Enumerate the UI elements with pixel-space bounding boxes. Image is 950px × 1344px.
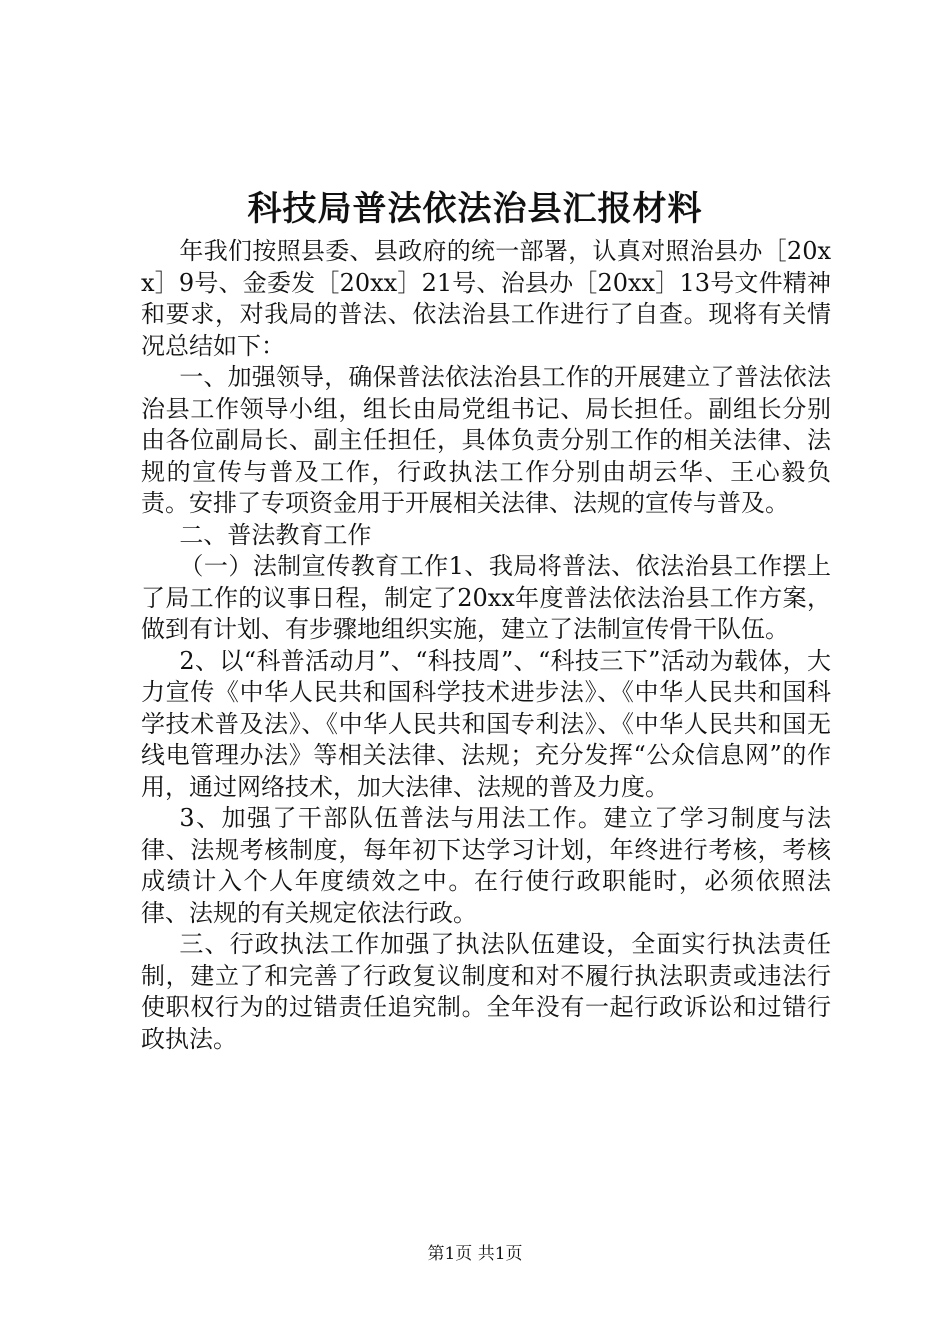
page-footer: 第1页 共1页 (427, 1244, 523, 1264)
paragraph-leadership: 一、加强领导，确保普法依法治县工作的开展建立了普法依法治县工作领导小组，组长由局党组书记、局长担任。副组长分别由各位副局长、副主任担任，具体负责分别工作的相关法律、法规的宣传与普及工作，行政执法工作分别由胡云华、王心毅负责。安排了专项资金用于开展相关法律、法规的宣传与普及。 (141, 363, 831, 517)
paragraph-education-3: 3、加强了干部队伍普法与用法工作。建立了学习制度与法律、法规考核制度，每年初下达学习计划，年终进行考核，考核成绩计入个人年度绩效之中。在行使行政职能时，必须依照法律、法规的有关规定依法行政。 (141, 804, 831, 927)
paragraph-education-1: （一）法制宣传教育工作1、我局将普法、依法治县工作摆上了局工作的议事日程，制定了20xx年度普法依法治县工作方案，做到有计划、有步骤地组织实施，建立了法制宣传骨干队伍。 (141, 552, 831, 643)
document-body (141, 236, 831, 1055)
document-title: 科技局普法依法治县汇报材料 (247, 189, 703, 229)
paragraph-education-heading: 二、普法教育工作 (179, 520, 372, 549)
paragraph-intro: 年我们按照县委、县政府的统一部署，认真对照治县办［20xx］9号、金委发［20xx］21号、治县办［20xx］13号文件精神和要求，对我局的普法、依法治县工作进行了自查。现将有关情况总结如下： (141, 237, 831, 360)
paragraph-law-enforcement: 三、行政执法工作加强了执法队伍建设，全面实行执法责任制，建立了和完善了行政复议制度和对不履行执法职责或违法行使职权行为的过错责任追究制。全年没有一起行政诉讼和过错行政执法。 (141, 930, 831, 1053)
paragraph-education-2: 2、以“科普活动月”、“科技周”、“科技三下”活动为载体，大力宣传《中华人民共和国科学技术进步法》、《中华人民共和国科学技术普及法》、《中华人民共和国专利法》、《中华人民共和国无线电管理办法》等相关法律、法规；充分发挥“公众信息网”的作用，通过网络技术，加大法律、法规的普及力度。 (141, 646, 831, 801)
